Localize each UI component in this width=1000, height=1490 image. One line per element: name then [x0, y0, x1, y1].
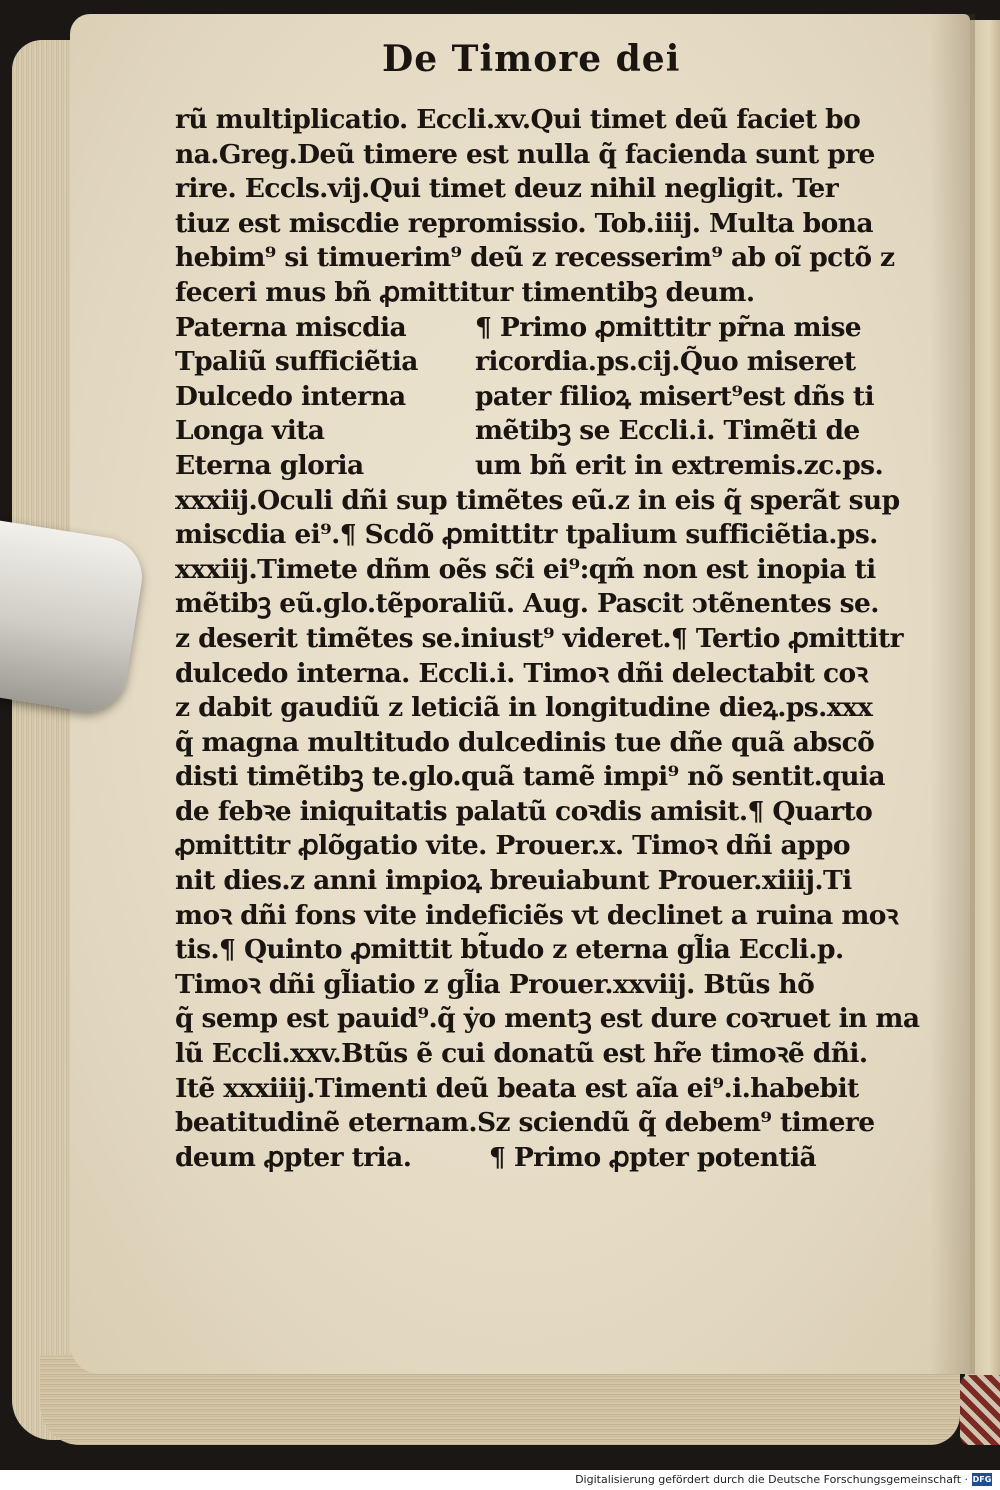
text-line: nit dies.z anni impioꝝ breuiabunt Prouer.xiiij.Ti	[175, 865, 852, 897]
text-line: rire. Eccls.vij.Qui timet deuz nihil negligit. Ter	[175, 173, 839, 205]
list-item-left: Dulcedo interna	[175, 380, 406, 412]
text-line: q̃ semp est pauid⁹.q̃ ẏo mentꝫ est dure coꝛruet in ma	[175, 1003, 920, 1035]
text-line: lũ Eccli.xxv.Btũs ẽ cui donatũ est hr̃e timoꝛẽ dñi.	[175, 1038, 868, 1070]
text-line: deum ꝓpter tria. ¶ Primo ꝓpter potentiã	[175, 1141, 817, 1173]
text-line: na.Greg.Deũ timere est nulla q̃ facienda sunt pre	[175, 138, 875, 170]
text-line: ꝓmittitr ꝓlõgatio vite. Prouer.x. Timoꝛ dñi appo	[175, 830, 850, 862]
text-line: feceri mus bñ ꝓmittitur timentibꝫ deum.	[175, 276, 755, 308]
text-line: xxxiij.Timete dñm oẽs sc̃i ei⁹:qm̃ non est inopia ti	[175, 553, 876, 585]
two-column-row	[175, 345, 865, 380]
text-line: moꝛ dñi fons vite indeficiẽs vt declinet a ruina moꝛ	[175, 899, 898, 931]
text-line: z deserit timẽtes se.iniust⁹ videret.¶ Tertio ꝓmittitr	[175, 622, 903, 654]
text-line: disti timẽtibꝫ te.glo.quã tamẽ impi⁹ nõ sentit.quia	[175, 761, 885, 793]
two-column-row	[175, 380, 874, 415]
text-line: dulcedo interna. Eccli.i. Timoꝛ dñi delectabit coꝛ	[175, 657, 868, 689]
page-text-block	[175, 103, 920, 1175]
list-item-left: Longa vita	[175, 415, 325, 447]
text-line: de febꝛe iniquitatis palatũ coꝛdis amisit.¶ Quarto	[175, 795, 873, 827]
list-item-left: Eterna gloria	[175, 449, 364, 481]
list-item-right: ricordia.ps.cij.Q̃uo miseret	[475, 346, 856, 378]
two-column-row	[175, 311, 865, 346]
text-line: hebim⁹ si timuerim⁹ deũ z recesserim⁹ ab oĩ pctõ z	[175, 242, 895, 274]
list-item-right: mẽtibꝫ se Eccli.i. Timẽti de	[475, 415, 860, 447]
footer-credit: Digitalisierung gefördert durch die Deutsche Forschungsgemeinschaft ·	[575, 1473, 968, 1486]
list-item-right: ¶ Primo ꝓmittitr pr̃na mise	[475, 311, 862, 343]
list-item-right: pater filioꝝ misert⁹est dñs ti	[475, 380, 874, 412]
text-line: beatitudinẽ eternam.Sz sciendũ q̃ debem⁹ timere	[175, 1107, 875, 1139]
running-header: De Timore dei	[382, 38, 681, 80]
list-item-left: Tpaliũ sufficiẽtia	[175, 346, 418, 378]
gutter-shadow	[930, 14, 975, 1374]
text-line: Timoꝛ dñi gl̃iatio z gl̃ia Prouer.xxviij. Btũs hõ	[175, 968, 815, 1000]
text-line: tis.¶ Quinto ꝓmittit bt̃udo z eterna gl̃ia Eccli.p.	[175, 934, 844, 966]
text-line: xxxiij.Oculi dñi sup timẽtes eũ.z in eis q̃ sperãt sup	[175, 484, 900, 516]
text-line: Itẽ xxxiiij.Timenti deũ beata est aĩa ei⁹.i.habebit	[175, 1072, 859, 1104]
text-line: rũ multiplicatio. Eccli.xv.Qui timet deũ faciet bo	[175, 104, 861, 135]
text-line: z dabit gaudiũ z leticiã in longitudine dieꝝ.ps.xxx	[175, 692, 873, 724]
list-item-right: um bñ erit in extremis.zc.ps.	[475, 449, 884, 481]
bookmark-ribbon	[960, 1375, 1000, 1445]
list-item-left: Paterna miscdia	[175, 311, 407, 343]
text-line: tiuz est miscdie repromissio. Tob.iiij. Multa bona	[175, 207, 873, 239]
text-line: miscdia ei⁹.¶ Scdõ ꝓmittitr tpalium sufficiẽtia.ps.	[175, 519, 878, 551]
dfg-logo: DFG	[972, 1475, 992, 1484]
two-column-row	[175, 414, 865, 449]
text-line: mẽtibꝫ eũ.glo.tẽporaliũ. Aug. Pascit ↄtẽnentes se.	[175, 588, 879, 620]
text-line: q̃ magna multitudo dulcedinis tue dñe quã abscõ	[175, 726, 875, 758]
two-column-row	[175, 449, 884, 484]
